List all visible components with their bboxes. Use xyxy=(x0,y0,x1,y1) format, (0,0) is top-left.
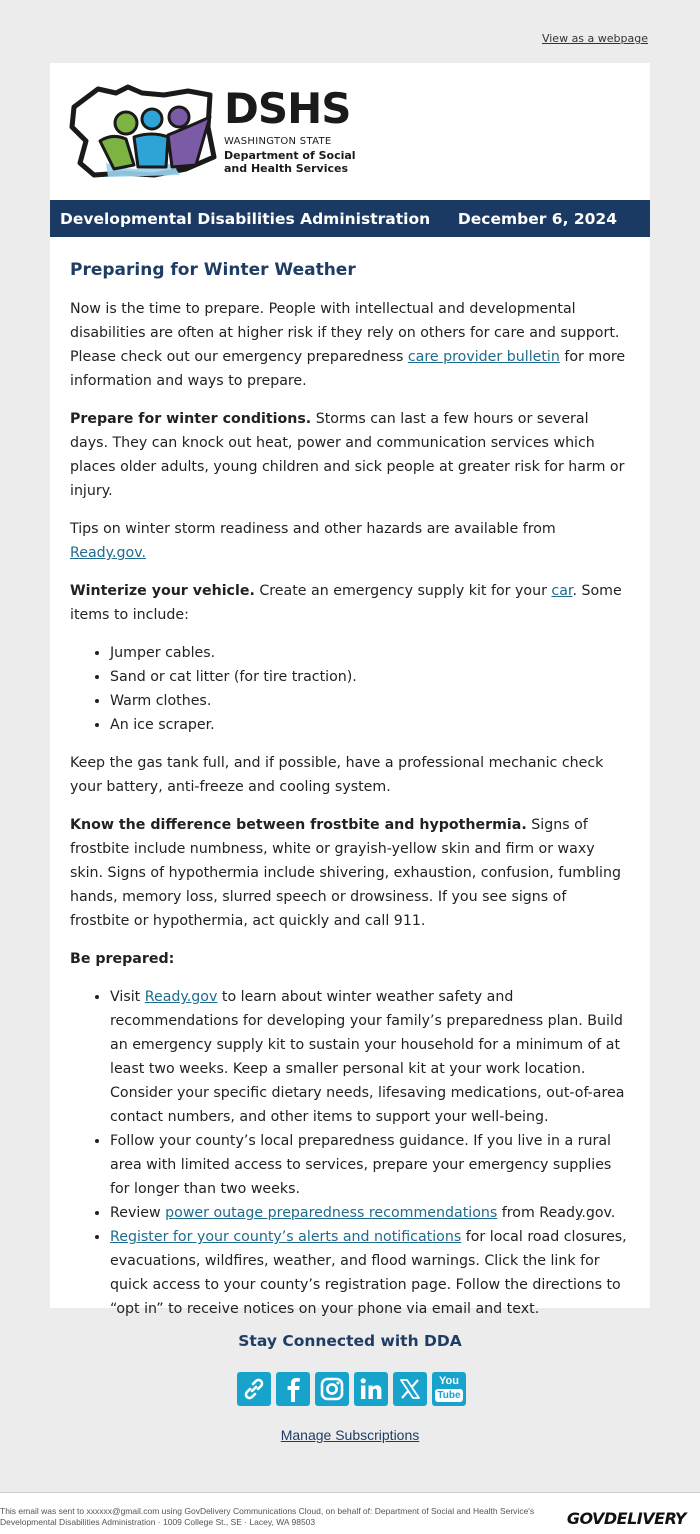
logo-dept-line1: Department of Social xyxy=(224,149,356,162)
list-item: • Sand or cat litter (for tire traction). xyxy=(110,665,630,689)
facebook-icon[interactable] xyxy=(276,1372,310,1406)
winter-conditions-paragraph xyxy=(70,407,630,503)
tips-text: Tips on winter storm readiness and other hazards are available from xyxy=(70,521,556,537)
footer-text: This email was sent to xxxxxx@gmail.com using GovDelivery Communications Cloud, on behalf of: Department of Social and Health Service's Developmental Disabilities Administration · 1009 College St., SE · Lacey, WA 98503 xyxy=(0,1506,535,1527)
be-prepared-heading xyxy=(70,947,630,971)
link-icon[interactable] xyxy=(237,1372,271,1406)
list-item xyxy=(110,1225,630,1321)
list-item: • Jumper cables. xyxy=(110,641,630,665)
list-item: • An ice scraper. xyxy=(110,713,630,737)
list-item xyxy=(110,1201,630,1225)
list-item xyxy=(110,985,630,1129)
youtube-you-text: You xyxy=(439,1375,459,1387)
topbar xyxy=(0,0,700,62)
ready-gov-visit-link[interactable]: Ready.gov xyxy=(144,989,218,1005)
vehicle-paragraph xyxy=(70,579,630,627)
power-outage-link[interactable]: power outage preparedness recommendations xyxy=(165,1205,498,1221)
intro-text-end: for more information and ways to prepare. xyxy=(70,349,626,389)
dshs-logo-icon xyxy=(68,79,218,184)
car-link[interactable]: car xyxy=(551,583,573,599)
dshs-logo xyxy=(50,63,650,200)
logo-abbrev: DSHS xyxy=(224,84,351,133)
vehicle-text: Create an emergency supply kit for your xyxy=(254,583,552,599)
view-as-webpage-link[interactable]: View as a webpage xyxy=(541,32,648,45)
kit-list xyxy=(70,641,630,737)
be-prepared-label: Be prepared: xyxy=(70,951,175,967)
govdelivery-logo: GOVDELIVERY xyxy=(566,1509,686,1528)
county-alerts-link[interactable]: Register for your county’s alerts and notifications xyxy=(110,1229,462,1245)
tips-paragraph xyxy=(70,517,630,565)
article-body xyxy=(50,237,650,1321)
vehicle-heading: Winterize your vehicle. xyxy=(70,583,255,599)
frostbite-heading: Know the difference between frostbite and hypothermia. xyxy=(70,817,527,833)
list-item: • Warm clothes. xyxy=(110,689,630,713)
frostbite-paragraph xyxy=(70,813,630,933)
bp3-text-end: from Ready.gov. xyxy=(497,1205,616,1221)
logo-department xyxy=(224,149,356,175)
frostbite-text: Signs of frostbite include numbness, white or grayish-yellow skin and firm or waxy skin. Signs of hypothermia include shivering, exhaustion, confusion, fumbling hands, memory loss, slurred speech or drowsiness. If you see signs of frostbite or hypothermia, act quickly and call 911. xyxy=(70,817,621,929)
intro-text: Now is the time to prepare. People with intellectual and developmental disabilities are often at higher risk if they rely on others for care and support. Please check out our emergency preparedness xyxy=(70,301,620,365)
list-item: • Follow your county’s local preparedness guidance. If you live in a rural area with limited access to services, prepare your emergency supplies for longer than two weeks. xyxy=(110,1129,630,1201)
logo-state: WASHINGTON STATE xyxy=(224,136,332,147)
care-provider-bulletin-link[interactable]: care provider bulletin xyxy=(407,349,560,365)
linkedin-icon[interactable] xyxy=(354,1372,388,1406)
intro-paragraph xyxy=(70,297,630,393)
manage-subscriptions-link[interactable]: Manage Subscriptions xyxy=(280,1427,420,1443)
header-banner xyxy=(50,200,650,237)
vehicle-text-end: . Some items to include: xyxy=(70,583,622,623)
article-title: Preparing for Winter Weather xyxy=(70,260,356,280)
bp4-text: for local road closures, evacuations, wildfires, weather, and flood warnings. Click the link for quick access to your county’s registration page. Follow the directions to “opt in” to receive notices on your phone via email and text. xyxy=(110,1229,627,1317)
banner-date: December 6, 2024 xyxy=(457,209,617,228)
youtube-tube-text: Tube xyxy=(437,1390,461,1401)
instagram-icon[interactable] xyxy=(315,1372,349,1406)
gas-tank-paragraph: Keep the gas tank full, and if possible, have a professional mechanic check your battery, anti-freeze and cooling system. xyxy=(70,755,604,795)
banner-division: Developmental Disabilities Administration xyxy=(60,209,431,228)
winter-conditions-text: Storms can last a few hours or several days. They can knock out heat, power and communication services which places older adults, young children and sick people at greater risk for harm or injury. xyxy=(70,411,625,499)
email-card xyxy=(50,63,650,1317)
be-prepared-list xyxy=(70,985,630,1321)
footer xyxy=(0,1492,700,1534)
ready-gov-link[interactable]: Ready.gov. xyxy=(70,545,147,561)
x-icon[interactable] xyxy=(393,1372,427,1406)
youtube-icon[interactable] xyxy=(432,1372,466,1406)
logo-dept-line2: and Health Services xyxy=(224,162,349,175)
bp1-text-end: to learn about winter weather safety and recommendations for developing your family’s preparedness plan. Build an emergency supply kit to sustain your household for a minimum of at least two weeks. Keep a smaller personal kit at your work location. Consider your specific dietary needs, lifesaving medications, out-of-area contact numbers, and other items to support your well-being. xyxy=(110,989,625,1125)
social-icons xyxy=(237,1372,466,1406)
bp3-text: Review xyxy=(110,1205,166,1221)
winter-conditions-heading: Prepare for winter conditions. xyxy=(70,411,312,427)
bp1-text: Visit xyxy=(110,989,145,1005)
stay-connected-heading: Stay Connected with DDA xyxy=(238,1332,462,1350)
